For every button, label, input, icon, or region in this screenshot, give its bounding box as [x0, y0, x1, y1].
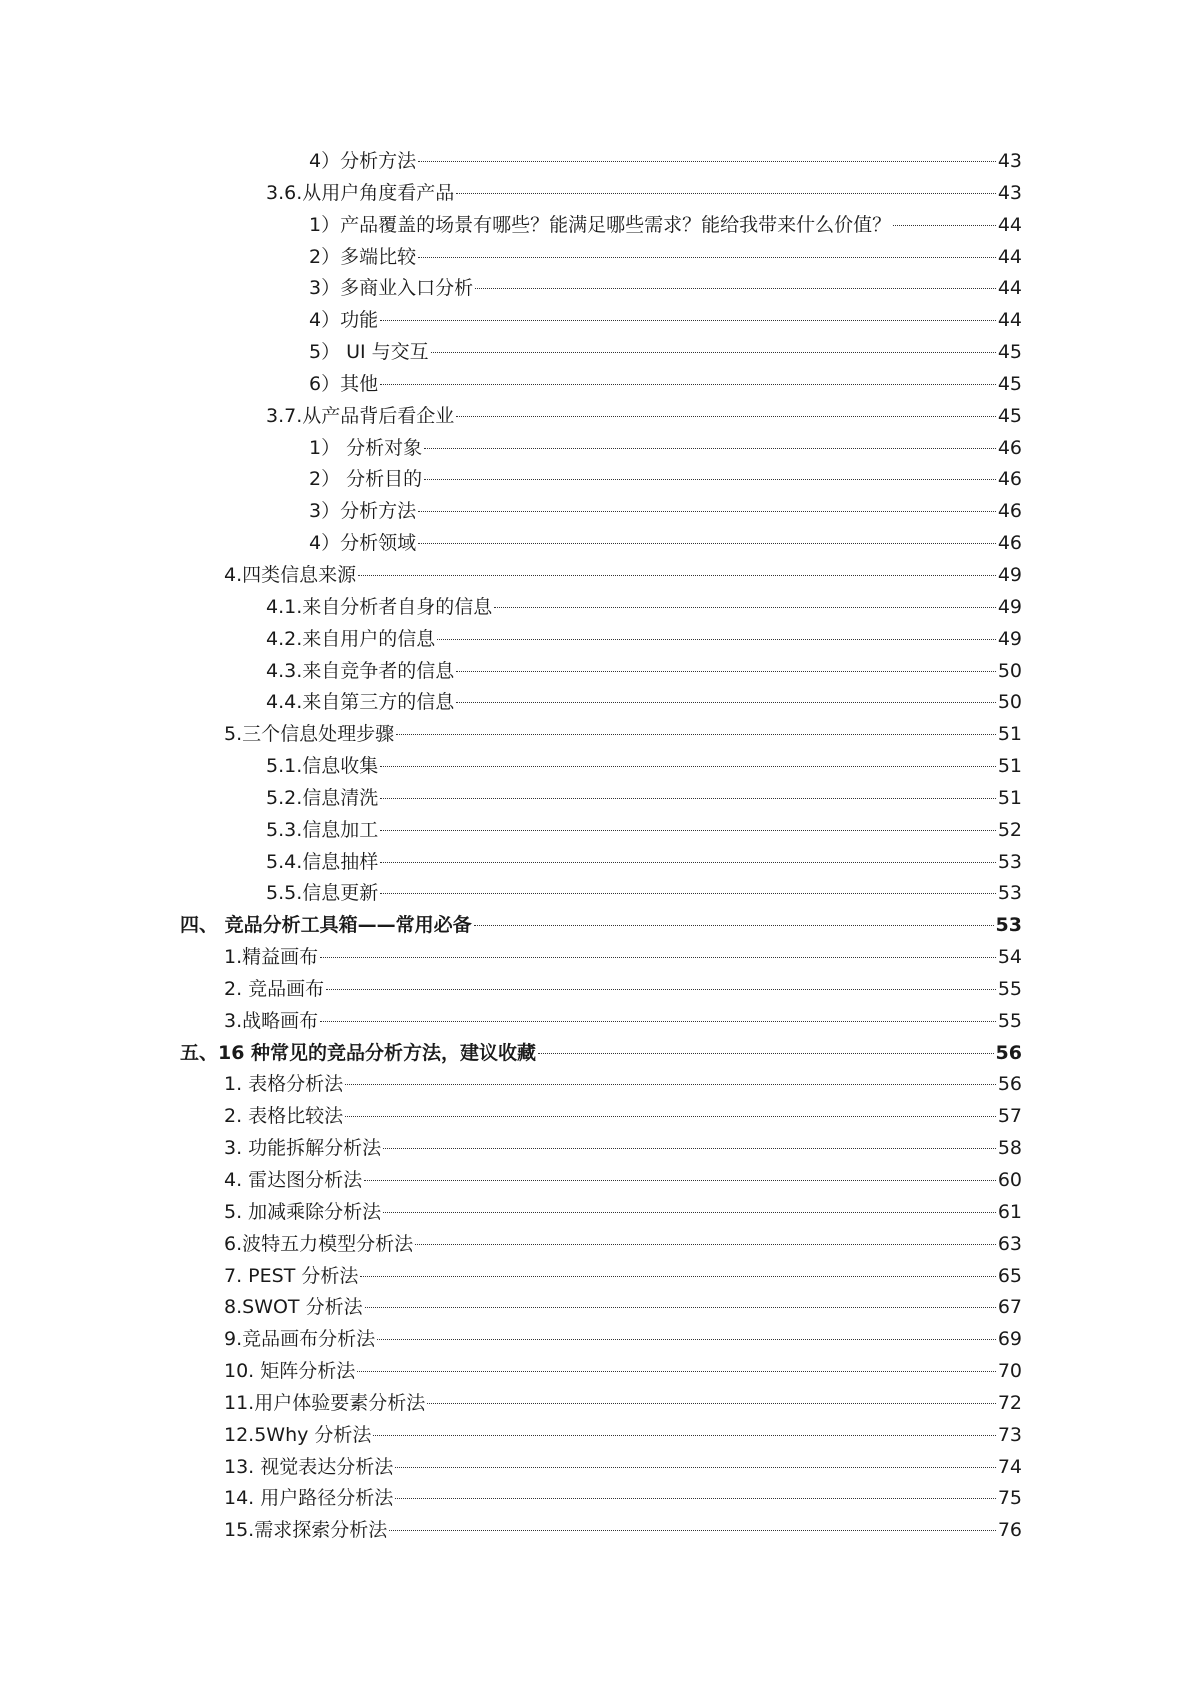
dot-leader [380, 798, 996, 799]
toc-entry[interactable] [180, 1324, 1022, 1356]
toc-entry-title: 6.波特五力模型分析法 [224, 1232, 414, 1255]
toc-entry[interactable] [180, 942, 1022, 974]
toc-entry-title: 2） 分析目的 [309, 468, 423, 491]
toc-entry-page-number: 55 [997, 1009, 1022, 1032]
toc-entry-page-number: 72 [997, 1391, 1022, 1414]
toc-entry-title: 2. 竞品画布 [224, 977, 325, 1000]
toc-entry-page-number: 43 [997, 150, 1022, 172]
toc-entry-title: 7. PEST 分析法 [224, 1264, 359, 1287]
toc-entry-title: 6）其他 [309, 372, 379, 395]
toc-entry-page-number: 49 [997, 595, 1022, 618]
toc-entry[interactable] [180, 1101, 1022, 1133]
toc-entry-page-number: 75 [997, 1487, 1022, 1510]
toc-entry-page-number: 51 [997, 786, 1022, 809]
dot-leader [538, 1053, 993, 1054]
dot-leader [383, 1212, 996, 1213]
toc-entry[interactable] [180, 1515, 1022, 1547]
toc-entry-title: 5.三个信息处理步骤 [224, 723, 395, 746]
toc-entry[interactable] [180, 592, 1022, 624]
toc-entry-page-number: 51 [997, 723, 1022, 746]
toc-entry-title: 13. 视觉表达分析法 [224, 1455, 394, 1478]
toc-entry-title: 5. 加减乘除分析法 [224, 1200, 382, 1223]
toc-entry-title: 四、 竞品分析工具箱——常用必备 [180, 914, 472, 937]
toc-entry-page-number: 45 [997, 341, 1022, 364]
dot-leader [424, 479, 996, 480]
toc-entry-title: 1. 表格分析法 [224, 1073, 344, 1096]
dot-leader [380, 766, 996, 767]
toc-entry-title: 4）分析方法 [309, 150, 417, 172]
dot-leader [345, 1084, 996, 1085]
dot-leader [380, 862, 996, 863]
toc-entry-page-number: 67 [997, 1296, 1022, 1319]
toc-entry-page-number: 53 [995, 914, 1022, 937]
toc-entry-page-number: 57 [997, 1105, 1022, 1128]
toc-entry-page-number: 52 [997, 818, 1022, 841]
toc-entry-page-number: 44 [997, 245, 1022, 268]
toc-entry[interactable] [180, 687, 1022, 719]
toc-entry-page-number: 50 [997, 691, 1022, 714]
toc-entry-title: 1.精益画布 [224, 946, 319, 969]
dot-leader [380, 830, 996, 831]
toc-entry-title: 8.SWOT 分析法 [224, 1296, 363, 1319]
toc-entry[interactable] [180, 878, 1022, 910]
dot-leader [456, 416, 996, 417]
toc-entry-title: 3.6.从用户角度看产品 [266, 181, 455, 204]
dot-leader [893, 225, 996, 226]
toc-entry-title: 5.4.信息抽样 [266, 850, 379, 873]
toc-entry-title: 3.战略画布 [224, 1009, 319, 1032]
dot-leader [415, 1244, 996, 1245]
toc-entry-title: 15.需求探索分析法 [224, 1519, 388, 1542]
toc-entry-title: 4.四类信息来源 [224, 563, 357, 586]
toc-entry[interactable] [180, 1006, 1022, 1038]
toc-entry[interactable] [180, 910, 1022, 942]
toc-entry[interactable] [180, 624, 1022, 656]
dot-leader [396, 734, 996, 735]
toc-entry[interactable] [180, 719, 1022, 751]
toc-entry-page-number: 46 [997, 468, 1022, 491]
toc-entry-page-number: 46 [997, 436, 1022, 459]
dot-leader [357, 1371, 996, 1372]
dot-leader [380, 384, 996, 385]
toc-entry[interactable] [180, 1420, 1022, 1452]
toc-entry-title: 12.5Why 分析法 [224, 1423, 372, 1446]
toc-entry-page-number: 51 [997, 755, 1022, 778]
dot-leader [377, 1339, 996, 1340]
dot-leader [364, 1180, 996, 1181]
toc-entry-page-number: 58 [997, 1137, 1022, 1160]
toc-entry[interactable] [180, 1452, 1022, 1484]
toc-entry-title: 1） 分析对象 [309, 436, 423, 459]
toc-entry-title: 4.1.来自分析者自身的信息 [266, 595, 493, 618]
toc-entry-title: 5.5.信息更新 [266, 882, 379, 905]
toc-entry[interactable] [180, 305, 1022, 337]
toc-entry[interactable] [180, 528, 1022, 560]
toc-entry-page-number: 45 [997, 404, 1022, 427]
toc-entry-page-number: 50 [997, 659, 1022, 682]
toc-entry-page-number: 53 [997, 882, 1022, 905]
toc-entry[interactable] [180, 1356, 1022, 1388]
dot-leader [380, 320, 996, 321]
dot-leader [389, 1530, 996, 1531]
toc-entry-title: 4）分析领域 [309, 532, 417, 555]
toc-entry-page-number: 44 [997, 213, 1022, 236]
toc-entry-title: 4. 雷达图分析法 [224, 1169, 363, 1191]
toc-entry[interactable] [180, 1388, 1022, 1420]
toc-entry[interactable] [180, 146, 1022, 178]
toc-entry-page-number: 46 [997, 500, 1022, 523]
dot-leader [358, 575, 996, 576]
toc-entry-page-number: 76 [997, 1519, 1022, 1542]
dot-leader [383, 1148, 996, 1149]
toc-entry[interactable] [180, 974, 1022, 1006]
toc-entry[interactable] [180, 560, 1022, 592]
toc-entry-title: 3. 功能拆解分析法 [224, 1137, 382, 1160]
toc-entry-title: 4.4.来自第三方的信息 [266, 691, 455, 714]
toc-entry-title: 9.竞品画布分析法 [224, 1328, 376, 1351]
toc-entry-title: 3）多商业入口分析 [309, 277, 474, 300]
dot-leader [437, 639, 996, 640]
toc-entry[interactable] [180, 1165, 1022, 1197]
toc-entry[interactable] [180, 1261, 1022, 1293]
toc-entry-title: 11.用户体验要素分析法 [224, 1391, 426, 1414]
toc-entry-page-number: 49 [997, 563, 1022, 586]
toc-entry[interactable] [180, 1483, 1022, 1515]
toc-entry[interactable] [180, 1292, 1022, 1324]
toc-entry-page-number: 73 [997, 1423, 1022, 1446]
toc-entry-page-number: 45 [997, 372, 1022, 395]
toc-entry-title: 3.7.从产品背后看企业 [266, 404, 455, 427]
toc-entry-page-number: 69 [997, 1328, 1022, 1351]
toc-entry-title: 4.3.来自竞争者的信息 [266, 659, 455, 682]
toc-entry[interactable] [180, 1229, 1022, 1261]
toc-entry[interactable] [180, 210, 1022, 242]
toc-entry-page-number: 70 [997, 1360, 1022, 1383]
dot-leader [395, 1498, 996, 1499]
toc-entry-page-number: 46 [997, 532, 1022, 555]
dot-leader [380, 893, 996, 894]
toc-entry-page-number: 56 [995, 1041, 1022, 1064]
toc-entry-page-number: 60 [997, 1169, 1022, 1191]
toc-entry[interactable] [180, 401, 1022, 433]
dot-leader [365, 1307, 996, 1308]
dot-leader [475, 288, 996, 289]
dot-leader [456, 671, 996, 672]
dot-leader [320, 957, 996, 958]
toc-entry-page-number: 63 [997, 1232, 1022, 1255]
dot-leader [395, 1467, 996, 1468]
toc-entry-title: 2）多端比较 [309, 245, 417, 268]
toc-entry-title: 4.2.来自用户的信息 [266, 627, 436, 650]
toc-entry[interactable] [180, 656, 1022, 688]
table-of-contents [180, 146, 1022, 1547]
toc-entry[interactable] [180, 242, 1022, 274]
dot-leader [326, 989, 996, 990]
dot-leader [456, 702, 996, 703]
toc-entry-title: 2. 表格比较法 [224, 1105, 344, 1128]
toc-entry-page-number: 55 [997, 977, 1022, 1000]
toc-entry[interactable] [180, 178, 1022, 210]
toc-entry-page-number: 44 [997, 277, 1022, 300]
dot-leader [360, 1276, 995, 1277]
toc-entry-page-number: 74 [997, 1455, 1022, 1478]
toc-entry-page-number: 56 [997, 1073, 1022, 1096]
dot-leader [373, 1435, 995, 1436]
toc-entry-page-number: 49 [997, 627, 1022, 650]
dot-leader [456, 193, 996, 194]
toc-entry[interactable] [180, 815, 1022, 847]
toc-entry[interactable] [180, 1197, 1022, 1229]
toc-entry[interactable] [180, 847, 1022, 879]
toc-entry-title: 5.1.信息收集 [266, 755, 379, 778]
dot-leader [474, 925, 994, 926]
toc-entry-title: 五、16 种常见的竞品分析方法，建议收藏 [180, 1041, 537, 1064]
toc-entry[interactable] [180, 1069, 1022, 1101]
toc-entry-title: 14. 用户路径分析法 [224, 1487, 394, 1510]
toc-entry[interactable] [180, 1133, 1022, 1165]
toc-entry-title: 3）分析方法 [309, 500, 417, 523]
dot-leader [345, 1116, 996, 1117]
toc-entry-page-number: 44 [997, 309, 1022, 332]
dot-leader [427, 1403, 996, 1404]
toc-entry-title: 1）产品覆盖的场景有哪些？能满足哪些需求？能给我带来什么价值？ [309, 213, 892, 236]
toc-entry-page-number: 53 [997, 850, 1022, 873]
dot-leader [418, 161, 996, 162]
toc-entry-title: 4）功能 [309, 309, 379, 332]
toc-entry-page-number: 65 [997, 1264, 1022, 1287]
dot-leader [418, 511, 996, 512]
toc-entry[interactable] [180, 369, 1022, 401]
toc-entry-title: 10. 矩阵分析法 [224, 1360, 356, 1383]
toc-entry-title: 5） UI 与交互 [309, 341, 429, 364]
toc-entry-page-number: 61 [997, 1200, 1022, 1223]
toc-entry[interactable] [180, 496, 1022, 528]
toc-entry[interactable] [180, 337, 1022, 369]
dot-leader [494, 607, 996, 608]
dot-leader [418, 543, 996, 544]
toc-entry[interactable] [180, 464, 1022, 496]
toc-entry[interactable] [180, 751, 1022, 783]
toc-entry-title: 5.3.信息加工 [266, 818, 379, 841]
toc-entry-title: 5.2.信息清洗 [266, 786, 379, 809]
dot-leader [320, 1021, 996, 1022]
dot-leader [424, 448, 996, 449]
toc-entry[interactable] [180, 433, 1022, 465]
dot-leader [431, 352, 996, 353]
toc-entry-page-number: 43 [997, 181, 1022, 204]
toc-entry[interactable] [180, 783, 1022, 815]
dot-leader [418, 257, 996, 258]
toc-entry[interactable] [180, 1038, 1022, 1070]
toc-entry[interactable] [180, 273, 1022, 305]
toc-entry-page-number: 54 [997, 946, 1022, 969]
